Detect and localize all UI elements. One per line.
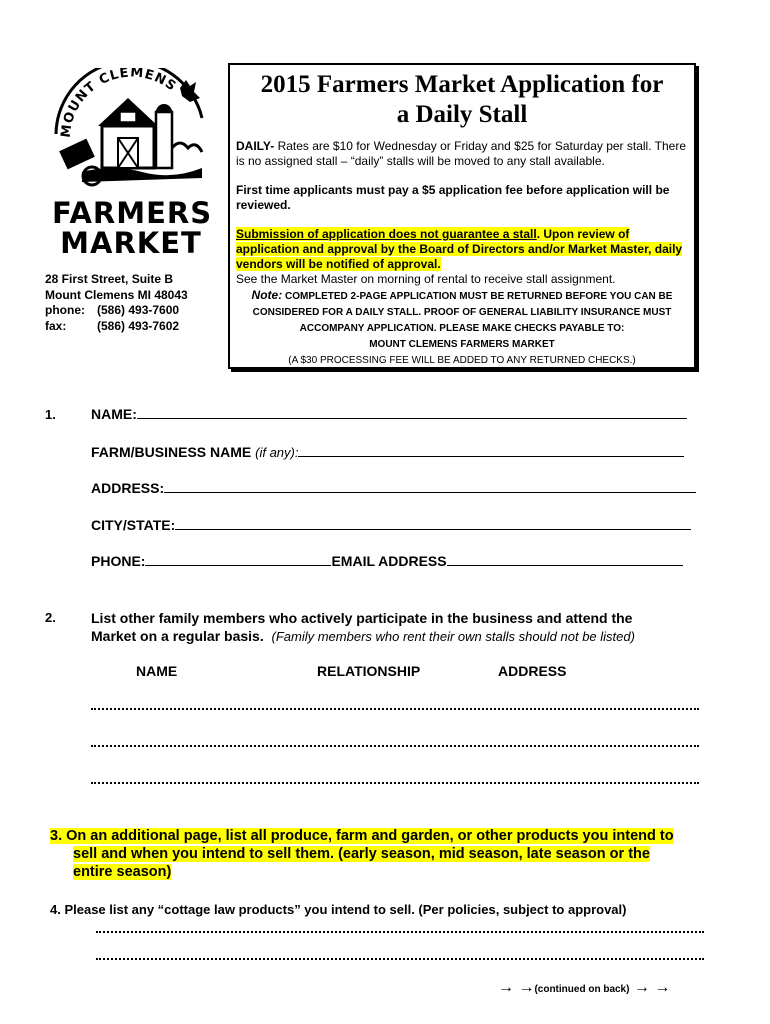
email-input-line[interactable] xyxy=(447,553,683,566)
submission-notice: Submission of application does not guarantee a stall. Upon review of application and approval by the Board of Directors and/or Market Master, daily vendors will be notified of approval. xyxy=(236,227,683,271)
address-input-line[interactable] xyxy=(164,480,696,493)
email-label: EMAIL ADDRESS xyxy=(331,553,447,569)
arrow-right-icon: → → xyxy=(498,979,535,996)
city-state-label: CITY/STATE: xyxy=(91,517,176,533)
section-2-number: 2. xyxy=(45,610,56,625)
family-member-row-2[interactable] xyxy=(91,745,699,747)
application-info-box xyxy=(228,63,696,369)
fax-number: (586) 493-7602 xyxy=(97,318,180,333)
name-label: NAME: xyxy=(91,406,137,422)
logo-word-market: MARKET xyxy=(60,226,202,260)
barn-illustration xyxy=(52,68,210,198)
cottage-law-instructions: 4. Please list any “cottage law products” you intend to sell. (Per policies, subject to approval) xyxy=(50,902,627,917)
daily-rates-text: DAILY- Rates are $10 for Wednesday or Friday and $25 for Saturday per stall. There is no assigned stall – “daily” stalls will be moved to any stall available. xyxy=(236,139,687,168)
phone-number: (586) 493-7600 xyxy=(97,303,180,317)
family-member-row-3[interactable] xyxy=(91,782,699,784)
city-state-field[interactable] xyxy=(91,517,691,533)
column-header-address: ADDRESS xyxy=(498,663,567,679)
address-line2: Mount Clemens MI 48043 xyxy=(45,287,188,302)
section-1-number: 1. xyxy=(45,407,56,422)
city-state-input-line[interactable] xyxy=(175,517,691,530)
farm-label: FARM/BUSINESS NAME xyxy=(91,444,252,460)
arrow-right-icon: → → xyxy=(633,979,671,996)
note-text: Note: COMPLETED 2-PAGE APPLICATION MUST BE RETURNED BEFORE YOU CAN BE CONSIDERED FOR A DAILY STALL. PROOF OF GENERAL LIABILITY INSURANCE MUST ACCOMPANY APPLICATION. PLEASE MAKE CHECKS PAYABLE TO: MOUNT CLEMENS FARMERS MARKET (A $30 PROCESSING FEE WILL BE ADDED TO ANY RETURNED CHECKS.) xyxy=(251,288,673,366)
phone-field-label: PHONE: xyxy=(91,553,146,569)
continued-text: (continued on back) xyxy=(534,984,630,995)
name-input-line[interactable] xyxy=(137,406,687,419)
farmers-market-logo xyxy=(52,68,213,260)
name-field[interactable] xyxy=(91,406,687,422)
phone-email-field[interactable] xyxy=(91,553,683,569)
fax-label: fax: xyxy=(45,318,67,333)
farm-input-line[interactable] xyxy=(298,444,684,457)
phone-input-line[interactable] xyxy=(145,553,331,566)
family-member-row-1[interactable] xyxy=(91,708,699,710)
column-header-relationship: RELATIONSHIP xyxy=(317,663,421,679)
family-members-instructions: List other family members who actively participate in the business and attend the Market on a regular basis. (Family members who rent their own stalls should not be listed) xyxy=(91,610,635,644)
farm-hint: (if any): xyxy=(255,445,299,460)
products-instructions: 3. On an additional page, list all produce, farm and garden, or other products you intend to sell and when you intend to sell them. (early season, mid season, late season or the entire season) xyxy=(50,828,674,880)
address-field[interactable] xyxy=(91,480,696,496)
phone-label: phone: xyxy=(45,303,85,317)
column-header-name: NAME xyxy=(136,663,178,679)
address-label: ADDRESS: xyxy=(91,480,165,496)
continued-on-back xyxy=(498,979,670,997)
cottage-products-line-2[interactable] xyxy=(96,958,704,960)
market-address xyxy=(45,272,188,334)
address-line1: 28 First Street, Suite B xyxy=(45,272,174,286)
cottage-products-line-1[interactable] xyxy=(96,931,704,933)
page-title: 2015 Farmers Market Application for a Daily Stall xyxy=(260,71,664,128)
logo-arc-text: MOUNT CLEMENS xyxy=(58,68,180,139)
market-master-text: See the Market Master on morning of rental to receive stall assignment. xyxy=(236,272,616,286)
first-time-fee-text: First time applicants must pay a $5 application fee before application will be reviewed. xyxy=(236,183,670,212)
logo-word-farmers: FARMERS xyxy=(52,196,213,230)
farm-business-field[interactable] xyxy=(91,444,684,460)
